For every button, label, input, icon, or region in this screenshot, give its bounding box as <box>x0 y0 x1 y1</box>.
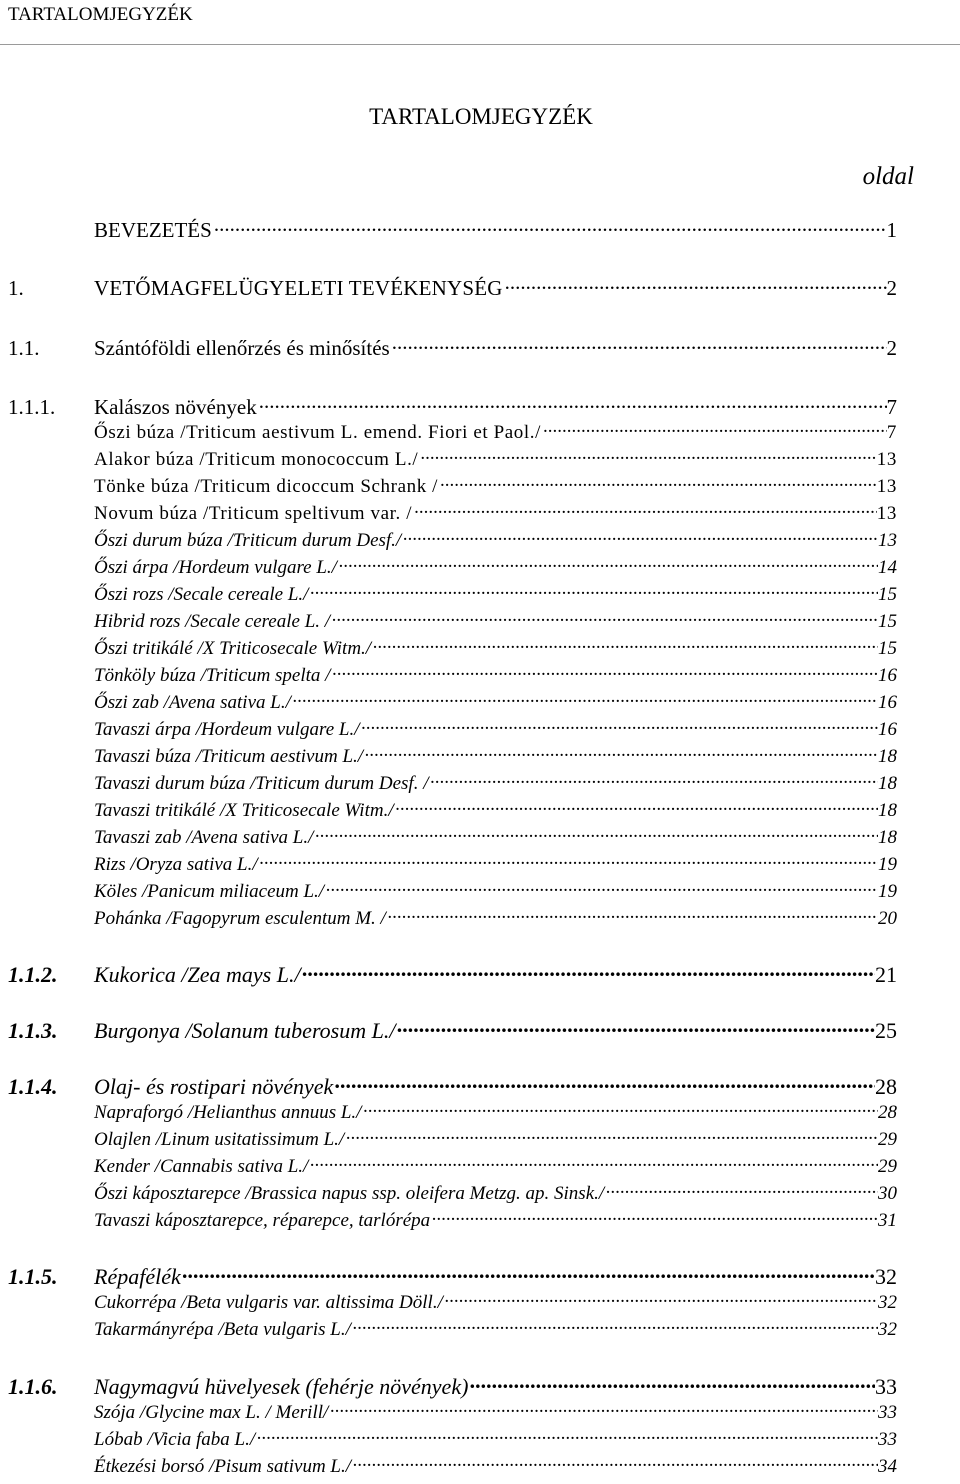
toc-entry-page: 25 <box>875 1018 897 1044</box>
toc-entry-title: Olajlen /Linum usitatissimum L./ <box>94 1128 345 1150</box>
toc-entry[interactable] <box>8 579 897 606</box>
toc-dot-leader <box>351 1314 878 1335</box>
toc-entry[interactable] <box>8 849 897 876</box>
toc-entry-page: 7 <box>886 421 897 443</box>
toc-entry[interactable] <box>8 687 897 714</box>
toc-entry[interactable] <box>8 1124 897 1151</box>
toc-dot-leader <box>386 903 878 924</box>
toc-entry-title: Őszi búza /Triticum aestivum L. emend. Fiori et Paol./ <box>94 421 542 443</box>
toc-entry[interactable] <box>8 741 897 768</box>
toc-dot-leader <box>291 687 878 708</box>
toc-dot-leader <box>181 1260 875 1284</box>
toc-entry-page: 15 <box>878 610 897 632</box>
toc-entry-number: 1.1. <box>8 336 40 361</box>
toc-entry[interactable] <box>8 552 897 579</box>
toc-dot-leader <box>351 1451 878 1472</box>
toc-dot-leader <box>257 391 887 414</box>
toc-entry-number: 1.1.2. <box>8 962 58 988</box>
document-title-text: TARTALOMJEGYZÉK <box>369 104 593 129</box>
toc-entry-page: 2 <box>886 276 897 301</box>
toc-entry-number: 1.1.5. <box>8 1264 58 1290</box>
toc-entry-title: Tavaszi zab /Avena sativa L./ <box>94 826 314 848</box>
document-title <box>0 104 960 130</box>
toc-entry-page: 32 <box>878 1318 897 1340</box>
toc-dot-leader <box>443 1287 878 1308</box>
header-title: TARTALOMJEGYZÉK <box>8 4 193 25</box>
toc-entry-title: Őszi rozs /Secale cereale L./ <box>94 583 309 605</box>
toc-entry[interactable] <box>8 633 897 660</box>
toc-entry-page: 20 <box>878 907 897 929</box>
toc-entry[interactable] <box>8 660 897 687</box>
toc-dot-leader <box>394 795 878 816</box>
toc-entry[interactable] <box>8 903 897 930</box>
toc-entry[interactable] <box>8 822 897 849</box>
toc-entry[interactable] <box>8 417 897 444</box>
toc-dot-leader <box>412 498 877 519</box>
toc-entry-page: 33 <box>878 1428 897 1450</box>
toc-entry-title: Tavaszi tritikálé /X Triticosecale Witm./ <box>94 799 394 821</box>
toc-entry-title: Rizs /Oryza sativa L./ <box>94 853 258 875</box>
toc-entry-title: Novum búza /Triticum speltivum var. / <box>94 502 413 524</box>
toc-entry[interactable] <box>8 1070 897 1100</box>
toc-entry-number: 1.1.6. <box>8 1374 58 1400</box>
toc-entry[interactable] <box>8 1178 897 1205</box>
toc-entry-title: Szója /Glycine max L. / Merill/ <box>94 1401 329 1423</box>
toc-entry[interactable] <box>8 1097 897 1124</box>
toc-entry-title: Lóbab /Vicia faba L./ <box>94 1428 256 1450</box>
toc-entry-page: 2 <box>886 336 897 361</box>
toc-dot-leader <box>255 1424 878 1445</box>
toc-dot-leader <box>541 417 887 438</box>
toc-entry-title: Hibrid rozs /Secale cereale L. / <box>94 610 331 632</box>
toc-entry-number: 1.1.3. <box>8 1018 58 1044</box>
toc-entry-title: Alakor búza /Triticum monococcum L./ <box>94 448 419 470</box>
toc-entry[interactable] <box>8 1287 897 1314</box>
toc-entry[interactable] <box>8 795 897 822</box>
toc-dot-leader <box>390 332 887 355</box>
toc-entry-page: 15 <box>878 583 897 605</box>
toc-entry-page: 18 <box>878 772 897 794</box>
toc-entry-page: 13 <box>876 502 897 524</box>
toc-entry[interactable] <box>8 1205 897 1232</box>
toc-entry[interactable] <box>8 1151 897 1178</box>
toc-entry-title: BEVEZETÉS <box>94 218 212 243</box>
toc-entry[interactable] <box>8 214 897 241</box>
toc-entry-title: Őszi árpa /Hordeum vulgare L./ <box>94 556 337 578</box>
toc-entry-number: 1.1.4. <box>8 1074 58 1100</box>
toc-entry-title: Burgonya /Solanum tuberosum L./ <box>94 1018 396 1044</box>
toc-dot-leader <box>330 606 878 627</box>
toc-entry[interactable] <box>8 768 897 795</box>
page-column-label: oldal <box>862 163 914 190</box>
toc-dot-leader <box>371 633 878 654</box>
toc-entry-page: 1 <box>886 218 897 243</box>
toc-entry-title: Tavaszi káposztarepce, réparepce, tarlórépa <box>94 1209 431 1231</box>
toc-entry-page: 21 <box>875 962 897 988</box>
toc-entry-page: 33 <box>875 1374 897 1400</box>
header-bar <box>0 0 960 45</box>
toc-entry-title: Őszi durum búza /Triticum durum Desf./ <box>94 529 402 551</box>
toc-entry-title: Olaj- és rostipari növények <box>94 1074 334 1100</box>
toc-dot-leader <box>438 471 877 492</box>
toc-dot-leader <box>344 1124 878 1145</box>
toc-entry[interactable] <box>8 332 897 359</box>
toc-entry-title: Őszi tritikálé /X Triticosecale Witm./ <box>94 637 372 659</box>
toc-entry-page: 30 <box>878 1182 897 1204</box>
toc-dot-leader <box>363 741 878 762</box>
toc-entry-title: Őszi káposztarepce /Brassica napus ssp. oleifera Metzg. ap. Sinsk./ <box>94 1182 605 1204</box>
toc-entry-title: Cukorrépa /Beta vulgaris var. altissima Döll./ <box>94 1291 443 1313</box>
toc-entry-page: 34 <box>878 1455 897 1477</box>
toc-dot-leader <box>430 1205 878 1226</box>
toc-dot-leader <box>212 214 887 237</box>
toc-entry[interactable] <box>8 391 897 418</box>
toc-entry-title: Kender /Cannabis sativa L./ <box>94 1155 309 1177</box>
toc-dot-leader <box>301 958 875 982</box>
toc-entry-page: 13 <box>878 529 897 551</box>
toc-entry-page: 19 <box>878 853 897 875</box>
toc-entry-title: Nagymagvú hüvelyesek (fehérje növények) <box>94 1374 469 1400</box>
toc-entry[interactable] <box>8 714 897 741</box>
toc-entry-page: 28 <box>878 1101 897 1123</box>
toc-entry-page: 19 <box>878 880 897 902</box>
toc-dot-leader <box>333 1070 875 1094</box>
toc-entry-page: 33 <box>878 1401 897 1423</box>
toc-entry-title: Tönke búza /Triticum dicoccum Schrank / <box>94 475 439 497</box>
toc-entry-title: Tavaszi búza /Triticum aestivum L./ <box>94 745 364 767</box>
toc-entry-page: 31 <box>878 1209 897 1231</box>
toc-entry[interactable] <box>8 471 897 498</box>
toc-dot-leader <box>401 525 878 546</box>
toc-dot-leader <box>308 1151 878 1172</box>
toc-entry-page: 29 <box>878 1155 897 1177</box>
toc-dot-leader <box>360 714 879 735</box>
toc-entry-page: 29 <box>878 1128 897 1150</box>
toc-dot-leader <box>395 1014 875 1038</box>
toc-entry[interactable] <box>8 1014 897 1044</box>
toc-entry[interactable] <box>8 1370 897 1400</box>
toc-entry-page: 7 <box>886 395 897 420</box>
toc-entry-page: 28 <box>875 1074 897 1100</box>
toc-dot-leader <box>258 849 878 870</box>
toc-entry-title: Répafélék <box>94 1264 181 1290</box>
toc-dot-leader <box>337 552 878 573</box>
toc-entry[interactable] <box>8 1424 897 1451</box>
toc-entry[interactable] <box>8 525 897 552</box>
toc-entry[interactable] <box>8 444 897 471</box>
toc-entry-number: 1.1.1. <box>8 395 56 420</box>
toc-entry-title: Köles /Panicum miliaceum L./ <box>94 880 325 902</box>
toc-dot-leader <box>361 1097 878 1118</box>
toc-entry-title: VETŐMAGFELÜGYELETI TEVÉKENYSÉG <box>94 276 503 301</box>
toc-entry-page: 13 <box>876 475 897 497</box>
toc-dot-leader <box>468 1370 875 1394</box>
toc-entry-page: 32 <box>878 1291 897 1313</box>
toc-entry[interactable] <box>8 876 897 903</box>
toc-entry[interactable] <box>8 1314 897 1341</box>
toc-dot-leader <box>429 768 879 789</box>
toc-dot-leader <box>324 876 878 897</box>
toc-dot-leader <box>313 822 878 843</box>
toc-entry-page: 13 <box>876 448 897 470</box>
toc-entry-title: Takarmányrépa /Beta vulgaris L./ <box>94 1318 351 1340</box>
toc-entry-title: Szántóföldi ellenőrzés és minősítés <box>94 336 390 361</box>
toc-entry-title: Tönköly búza /Triticum spelta / <box>94 664 331 686</box>
toc-entry-page: 16 <box>878 718 897 740</box>
toc-entry-page: 16 <box>878 664 897 686</box>
toc-entry[interactable] <box>8 606 897 633</box>
toc-entry-title: Kalászos növények <box>94 395 257 420</box>
toc-entry-title: Napraforgó /Helianthus annuus L./ <box>94 1101 362 1123</box>
toc-entry-title: Kukorica /Zea mays L./ <box>94 962 301 988</box>
toc-dot-leader <box>503 272 887 295</box>
toc-entry[interactable] <box>8 498 897 525</box>
toc-entry-page: 18 <box>878 826 897 848</box>
toc-entry-page: 16 <box>878 691 897 713</box>
toc-entry-title: Pohánka /Fagopyrum esculentum M. / <box>94 907 386 929</box>
toc-entry[interactable] <box>8 1451 897 1478</box>
toc-entry-page: 18 <box>878 745 897 767</box>
toc-entry[interactable] <box>8 1260 897 1290</box>
toc-entry[interactable] <box>8 272 897 299</box>
toc-dot-leader <box>330 660 878 681</box>
toc-dot-leader <box>328 1397 878 1418</box>
toc-dot-leader <box>308 579 878 600</box>
toc-dot-leader <box>604 1178 878 1199</box>
toc-entry[interactable] <box>8 1397 897 1424</box>
toc-entry-page: 32 <box>875 1264 897 1290</box>
toc-entry-page: 18 <box>878 799 897 821</box>
toc-entry[interactable] <box>8 958 897 988</box>
toc-entry-page: 14 <box>878 556 897 578</box>
toc-entry-number: 1. <box>8 276 24 301</box>
toc-entry-title: Étkezési borsó /Pisum sativum L./ <box>94 1455 352 1477</box>
toc-entry-title: Tavaszi durum búza /Triticum durum Desf. / <box>94 772 429 794</box>
toc-entry-page: 15 <box>878 637 897 659</box>
toc-entry-title: Tavaszi árpa /Hordeum vulgare L./ <box>94 718 360 740</box>
toc-dot-leader <box>418 444 876 465</box>
toc-entry-title: Őszi zab /Avena sativa L./ <box>94 691 291 713</box>
